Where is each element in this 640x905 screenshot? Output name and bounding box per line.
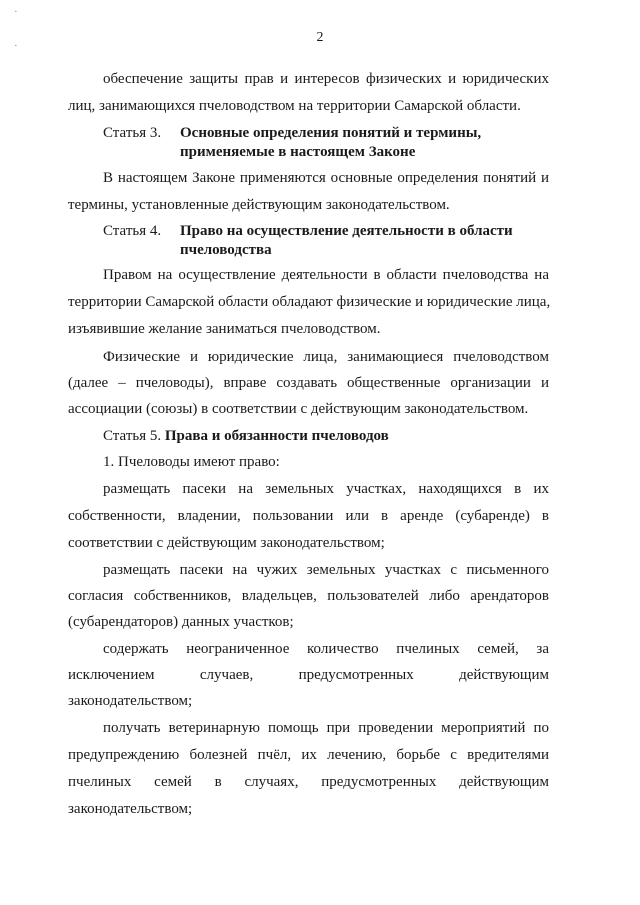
text-line: лиц, занимающихся пчеловодством на территории Самарской области. [68,98,521,114]
text-line: термины, установленные действующим законодательством. [68,197,450,213]
article-3-label: Статья 3. [103,125,162,141]
scan-mark: · [14,6,18,18]
text-line: исключением случаев, предусмотренных действующим [68,667,549,683]
text-line: предупреждению болезней пчёл, их лечению, борьбе с вредителями [68,747,549,763]
article-4-title: Право на осуществление деятельности в области [180,223,513,239]
text-line: Правом на осуществление деятельности в области пчеловодства на [103,267,549,283]
text-line: собственности, владении, пользовании или в аренде (субаренде) в [68,508,549,524]
text-line: ассоциации (союзы) в соответствии с действующим законодательством. [68,401,529,417]
text-line: изъявившие желание заниматься пчеловодством. [68,321,381,337]
text-line: 1. Пчеловоды имеют право: [103,454,280,470]
text-line: (далее – пчеловоды), вправе создавать общественные организации и [68,375,549,391]
article-4-title: пчеловодства [180,242,272,258]
text-line: получать ветеринарную помощь при проведении мероприятий по [103,720,549,736]
article-5-label: Статья 5. [103,428,162,444]
text-line: соответствии с действующим законодательством; [68,535,385,551]
text-line: (субарендаторов) данных участков; [68,614,294,630]
text-line: согласия собственников, владельцев, пользователей либо арендаторов [68,588,549,604]
scan-mark: · [14,40,18,52]
article-3-title: применяемые в настоящем Законе [180,144,416,160]
text-line: пчелиных семей в случаях, предусмотренных действующим [68,774,549,790]
article-5-heading [103,427,389,445]
text-line: законодательством; [68,801,193,817]
article-4-label: Статья 4. [103,223,162,239]
text-line: размещать пасеки на чужих земельных участках с письменного [103,562,549,578]
text-line: содержать неограниченное количество пчелиных семей, за [103,641,549,657]
text-line: Физические и юридические лица, занимающиеся пчеловодством [103,349,549,365]
page-number: 2 [316,30,324,45]
text-line: В настоящем Законе применяются основные определения понятий и [103,170,549,186]
text-line: законодательством; [68,693,193,709]
text-line: размещать пасеки на земельных участках, находящихся в их [103,481,549,497]
article-3-title: Основные определения понятий и термины, [180,125,482,141]
article-5-title: Права и обязанности пчеловодов [164,428,389,444]
text-line: обеспечение защиты прав и интересов физических и юридических [103,71,549,87]
text-line: территории Самарской области обладают физические и юридические лица, [68,294,551,310]
